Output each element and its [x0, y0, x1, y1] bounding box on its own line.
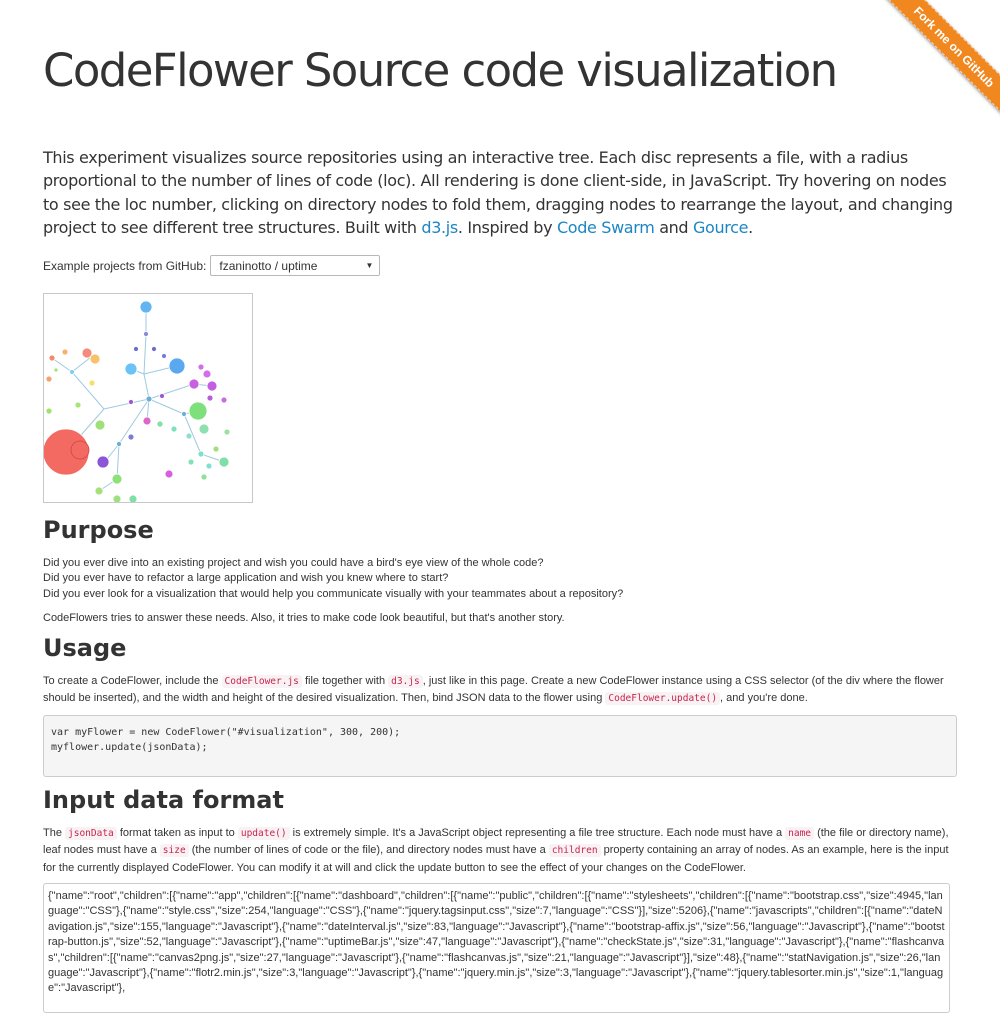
- input-text: (the file or directory name), leaf nodes must have a: [43, 827, 949, 857]
- graph-node[interactable]: [143, 417, 151, 425]
- graph-node[interactable]: [213, 446, 219, 452]
- graph-node[interactable]: [198, 364, 204, 370]
- inline-code: d3.js: [388, 675, 423, 688]
- codeflower-visualization[interactable]: [43, 293, 253, 503]
- graph-node[interactable]: [128, 434, 134, 440]
- inline-code: CodeFlower.update(): [605, 692, 720, 705]
- graph-node[interactable]: [152, 347, 157, 352]
- project-selector-label: Example projects from GitHub:: [43, 258, 207, 273]
- graph-node[interactable]: [71, 441, 89, 459]
- purpose-questions: [43, 556, 957, 602]
- graph-node[interactable]: [97, 456, 109, 468]
- graph-node[interactable]: [95, 420, 105, 430]
- graph-node[interactable]: [129, 400, 134, 405]
- graph-node[interactable]: [186, 433, 192, 439]
- graph-node[interactable]: [206, 463, 212, 469]
- project-select-value: fzaninotto / uptime: [219, 258, 318, 273]
- page-title: CodeFlower Source code visualization: [43, 44, 837, 97]
- graph-node[interactable]: [117, 442, 122, 447]
- graph-node[interactable]: [49, 355, 55, 361]
- graph-node[interactable]: [224, 429, 230, 435]
- graph-node[interactable]: [62, 349, 68, 355]
- graph-node[interactable]: [207, 381, 217, 391]
- graph-node[interactable]: [112, 474, 122, 484]
- graph-node[interactable]: [90, 354, 100, 364]
- graph-node[interactable]: [54, 368, 58, 372]
- github-ribbon: [850, 0, 1000, 150]
- graph-node[interactable]: [89, 380, 95, 386]
- graph-node[interactable]: [162, 354, 167, 359]
- input-text: is extremely simple. It's a JavaScript object representing a file tree structure. Each node must have a: [289, 827, 786, 839]
- purpose-heading: Purpose: [43, 516, 154, 544]
- graph-node[interactable]: [188, 459, 194, 465]
- graph-node[interactable]: [129, 495, 137, 503]
- inline-code: CodeFlower.js: [222, 675, 302, 688]
- codeflower-graph[interactable]: [44, 294, 253, 503]
- code-line: var myFlower = new CodeFlower("#visualization", 300, 200);: [51, 727, 401, 738]
- inline-code: jsonData: [65, 827, 117, 840]
- purpose-question: Did you ever look for a visualization that would help you communicate visually with your teammates about a repository?: [43, 587, 624, 600]
- graph-node[interactable]: [203, 370, 211, 378]
- graph-node[interactable]: [182, 412, 187, 417]
- inline-code: update(): [238, 827, 290, 840]
- graph-node[interactable]: [140, 301, 152, 313]
- usage-code-block: [43, 715, 957, 777]
- input-format-paragraph: [43, 825, 957, 877]
- d3js-link[interactable]: d3.js: [421, 218, 458, 238]
- input-text: format taken as input to: [116, 827, 238, 839]
- usage-text: , just like in this page. Create a new CodeFlower instance using a CSS selector (of the div where the flower should be inserted), and the width and height of the desired visualization. Then, bind JSON data to the flower using: [43, 675, 944, 704]
- purpose-question: Did you ever dive into an existing project and wish you could have a bird's eye view of the whole code?: [43, 557, 544, 569]
- inline-code: name: [785, 827, 814, 840]
- graph-node[interactable]: [221, 397, 227, 403]
- input-format-heading: Input data format: [43, 786, 284, 814]
- gource-link[interactable]: Gource: [692, 218, 749, 238]
- dropdown-arrow-icon: ▼: [365, 261, 374, 270]
- intro-text: . Inspired by: [457, 218, 557, 238]
- graph-node[interactable]: [70, 370, 75, 375]
- code-swarm-link[interactable]: Code Swarm: [556, 218, 655, 238]
- usage-heading: Usage: [43, 634, 127, 662]
- usage-text: , and you're done.: [720, 692, 808, 704]
- graph-node[interactable]: [219, 457, 229, 467]
- graph-node[interactable]: [189, 379, 199, 389]
- intro-paragraph: [43, 146, 957, 240]
- code-line: myflower.update(jsonData);: [51, 742, 208, 753]
- graph-node[interactable]: [165, 470, 173, 478]
- graph-node[interactable]: [95, 487, 103, 495]
- inline-code: size: [160, 844, 189, 857]
- graph-node[interactable]: [199, 424, 209, 434]
- graph-node[interactable]: [169, 358, 185, 374]
- graph-node[interactable]: [160, 394, 165, 399]
- project-select[interactable]: [210, 255, 380, 276]
- graph-node[interactable]: [157, 421, 163, 427]
- graph-node[interactable]: [46, 408, 52, 414]
- usage-paragraph: [43, 673, 957, 707]
- graph-node[interactable]: [171, 426, 177, 432]
- input-text: The: [43, 827, 66, 839]
- input-text: (the number of lines of code or the file), and directory nodes must have a: [188, 844, 549, 857]
- graph-node[interactable]: [46, 376, 52, 382]
- intro-text: .: [748, 218, 753, 238]
- graph-node[interactable]: [201, 474, 207, 480]
- graph-node[interactable]: [113, 495, 121, 503]
- fork-on-github-link[interactable]: Fork me on GitHub: [881, 0, 1000, 120]
- graph-node[interactable]: [125, 363, 137, 375]
- input-text: property containing an array of nodes. As an example, here is the input for the currently displayed CodeFlower. You can modify it at will and click the update button to see the effect of your changes on the CodeFlower.: [43, 844, 949, 874]
- purpose-question: Did you ever have to refactor a large application and wish you knew where to start?: [43, 572, 449, 585]
- graph-node[interactable]: [198, 451, 204, 457]
- graph-node[interactable]: [75, 402, 81, 408]
- graph-node[interactable]: [207, 395, 213, 401]
- intro-text: and: [654, 218, 693, 238]
- usage-text: To create a CodeFlower, include the: [43, 675, 222, 687]
- purpose-answer: CodeFlowers tries to answer these needs. Also, it tries to make code look beautiful, but that's another story.: [43, 612, 565, 624]
- inline-code: children: [549, 844, 601, 857]
- usage-text: file together with: [301, 675, 389, 687]
- intro-text: This experiment visualizes source repositories using an interactive tree. Each disc represents a file, with a radius proportional to the number of lines of code (loc). All rendering is done client-side, in JavaScript. Try hovering on nodes to see the loc number, clicking on directory nodes to fold them, dragging nodes to rearrange the layout, and changing project to see different tree structures. Built with: [43, 148, 953, 238]
- graph-node[interactable]: [134, 347, 139, 352]
- json-data-textarea[interactable]: {"name":"root","children":[{"name":"app","children":[{"name":"dashboard","children":[{"name":"public","children":[{"name":"stylesheets","children":[{"name":"bootstrap.css","size":4945,"language":"CSS"},{"name":"style.css","size":254,"language":"CSS"},{"name":"jquery.tagsinput.css","size":7,"language":"CSS"}],"size":5206},{"name":"javascripts","children":[{"name":"dateNavigation.js","size":155,"language":"Javascript"},{"name":"dateInterval.js","size":83,"language":"Javascript"},{"name":"bootstrap-affix.js","size":56,"language":"Javascript"},{"name":"bootstrap-button.js","size":52,"language":"Javascript"},{"name":"uptimeBar.js","size":47,"language":"Javascript"},{"name":"checkState.js","size":31,"language":"Javascript"},{"name":"flashcanvas","children":[{"name":"canvas2png.js","size":27,"language":"Javascript"},{"name":"flashcanvas.js","size":21,"language":"Javascript"}],"size":48},{"name":"statNavigation.js","size":26,"language":"Javascript"},{"name":"flotr2.min.js","size":3,"language":"Javascript"},{"name":"jquery.min.js","size":3,"language":"Javascript"},{"name":"jquery.tablesorter.min.js","size":1,"language":"Javascript"},: [43, 883, 950, 1013]
- project-selector-row: [43, 255, 380, 276]
- graph-node[interactable]: [146, 396, 152, 402]
- graph-node[interactable]: [189, 402, 207, 420]
- graph-node[interactable]: [144, 332, 149, 337]
